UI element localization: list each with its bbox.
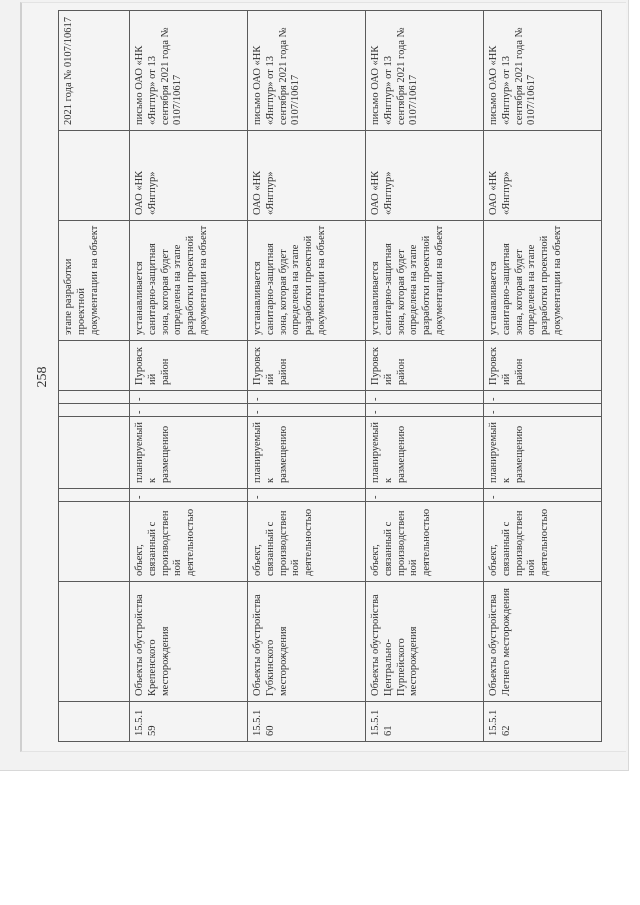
cell-owner: ОАО «НК «Янгпур» (130, 131, 248, 221)
cell-dash: - (130, 391, 248, 404)
cell-owner: ОАО «НК «Янгпур» (484, 131, 602, 221)
cell-name: Объекты обустройства Центрально-Пурпейского месторождения (366, 582, 484, 702)
rotated-content (22, 3, 626, 751)
cell-dash: - (484, 404, 602, 417)
cell-number: 15.5.161 (366, 702, 484, 742)
cell-dash: - (484, 489, 602, 502)
table-cell (59, 502, 130, 582)
cell-dash: - (248, 404, 366, 417)
table-row (484, 11, 602, 742)
table-cell (59, 582, 130, 702)
table-cell (59, 489, 130, 502)
cell-basis: письмо ОАО «НК «Янгпур» от 13 сентября 2021 года № 0107/10617 (248, 11, 366, 131)
cell-number: 15.5.160 (248, 702, 366, 742)
cell-location: Пуровский район (130, 341, 248, 391)
cell-location: Пуровский район (484, 341, 602, 391)
continuation-row (59, 11, 130, 742)
page-number: 258 (35, 366, 50, 388)
cell-description: устанавливается санитарно-защитная зона, которая будет определена на этапе разработки проектной документации на объект (130, 221, 248, 341)
table-cell (59, 404, 130, 417)
cell-basis: письмо ОАО «НК «Янгпур» от 13 сентября 2021 года № 0107/10617 (130, 11, 248, 131)
cell-purpose: объект, связанный с производственной деятельностью (484, 502, 602, 582)
cell-dash: - (130, 404, 248, 417)
cell-status: планируемый к размещению (366, 417, 484, 489)
table-cell (59, 702, 130, 742)
cell-dash: - (366, 391, 484, 404)
cell-basis: письмо ОАО «НК «Янгпур» от 13 сентября 2021 года № 0107/10617 (484, 11, 602, 131)
cell-purpose: объект, связанный с производственной деятельностью (130, 502, 248, 582)
cell-dash: - (130, 489, 248, 502)
cell-description: устанавливается санитарно-защитная зона, которая будет определена на этапе разработки проектной документации на объект (248, 221, 366, 341)
cell-dash: - (484, 391, 602, 404)
cell-status: планируемый к размещению (130, 417, 248, 489)
table-cell (59, 417, 130, 489)
cell-location: Пуровский район (366, 341, 484, 391)
cell-description: устанавливается санитарно-защитная зона, которая будет определена на этапе разработки проектной документации на объект (366, 221, 484, 341)
cell-dash: - (248, 489, 366, 502)
cell-dash: - (366, 404, 484, 417)
cell-status: планируемый к размещению (248, 417, 366, 489)
cell-description: устанавливается санитарно-защитная зона, которая будет определена на этапе разработки проектной документации на объект (484, 221, 602, 341)
cell-basis: письмо ОАО «НК «Янгпур» от 13 сентября 2021 года № 0107/10617 (366, 11, 484, 131)
cell-purpose: объект, связанный с производственной деятельностью (366, 502, 484, 582)
cell-dash: - (366, 489, 484, 502)
table-row (130, 11, 248, 742)
cell-location: Пуровский район (248, 341, 366, 391)
cell-number: 15.5.162 (484, 702, 602, 742)
cell-name: Объекты обустройства Губкинского месторождения (248, 582, 366, 702)
document-page (20, 2, 626, 752)
cell-owner: ОАО «НК «Янгпур» (248, 131, 366, 221)
cell-name: Объекты обустройства Крепенского месторождения (130, 582, 248, 702)
table-cell (59, 341, 130, 391)
table-cell (59, 391, 130, 404)
cell-owner: ОАО «НК «Янгпур» (366, 131, 484, 221)
cell-number: 15.5.159 (130, 702, 248, 742)
objects-table (58, 10, 602, 742)
cell-status: планируемый к размещению (484, 417, 602, 489)
cell-name: Объекты обустройства Летнего месторождения (484, 582, 602, 702)
cell-purpose: объект, связанный с производственной деятельностью (248, 502, 366, 582)
table-cell (59, 131, 130, 221)
table-row (248, 11, 366, 742)
cell-basis: 2021 года № 0107/10617 (59, 11, 130, 131)
cell-description: этапе разработки проектной документации на объект (59, 221, 130, 341)
cell-dash: - (248, 391, 366, 404)
table-row (366, 11, 484, 742)
